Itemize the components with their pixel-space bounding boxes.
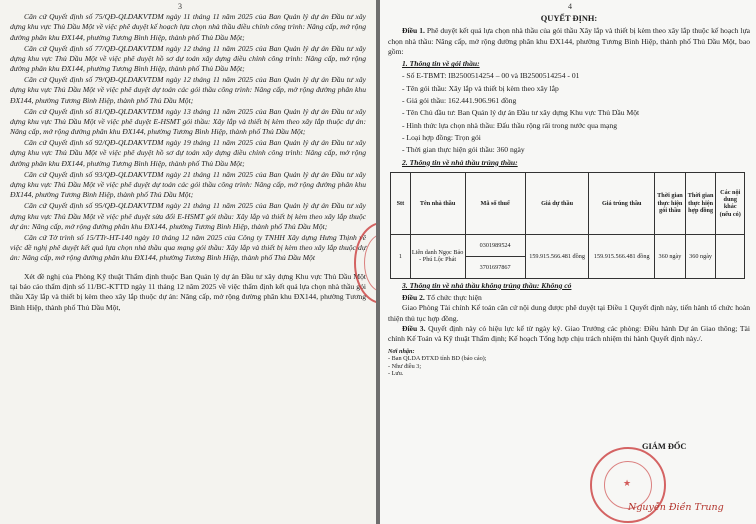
section-3-title: 3. Thông tin về nhà thầu không trúng thầu: Không có [402,280,572,290]
section-2-title: 2. Thông tin về nhà thầu trúng thầu: [402,157,518,167]
left-page-body [10,12,366,314]
article-2-label: Điều 2. [402,293,425,303]
legal-basis-paragraph: Căn cứ Quyết định số 81/QĐ-QLDAKVTDM ngày 13 tháng 11 năm 2025 của Ban Quản lý dự án Đầu tư xây dựng khu vực Thủ Dầu Một về việc phê duyệt E-HSMT gói thầu: Xây lắp và thiết bị kèm theo xây lắp thuộc dự án: Nâng cấp, mở rộng đường phân khu ĐX144, phường Tương Bình Hiệp, thành phố Thủ Dầu Một; [10,106,366,137]
recipient-item: - Ban QLDA ĐTXD tỉnh BD (báo cáo); [388,355,487,363]
right-page-body [388,12,750,378]
table-row [391,234,745,256]
legal-basis-paragraph: Căn cứ Quyết định số 77/QĐ-QLDAKVTDM ngày 12 tháng 11 năm 2025 của Ban Quản lý dự án Đầu tư xây dựng khu vực Thủ Dầu Một về việc phê duyệt hồ sơ dự toán xây dựng điều chỉnh công trình: Nâng cấp, mở rộng đường phân khu ĐX144, phường Tương Bình Hiệp, thành phố Thủ Dầu Một; [10,43,366,74]
closing-paragraph: Xét đề nghị của Phòng Kỹ thuật Thẩm định thuộc Ban Quản lý dự án Đầu tư xây dựng Khu vực Thủ Dầu Một tại báo cáo thẩm định số 11/BC-KTTD ngày 11 tháng 12 năm 2025 về việc thẩm định kết quả lựa chọn nhà thầu gói thầu Xây lắp và thiết bị kèm theo xây lắp thuộc dự án: Nâng cấp, mở rộng đường phân khu ĐX144, phường Tương Bình Hiệp, thành phố Thủ Dầu Một, [10,271,366,312]
cell-time-contract: 360 ngày [685,234,716,278]
article-1 [388,26,750,57]
recipients-title: Nơi nhận: [388,347,415,355]
table-header: Mã số thuế [465,172,525,234]
article-2-text: Tổ chức thực hiện [426,293,482,303]
signer-name: Nguyễn Điền Trung [628,502,724,513]
page-number: 3 [178,2,182,11]
cell-award: 159.915.566.481 đồng [589,234,655,278]
article-2 [388,293,750,303]
table-header: Stt [391,172,411,234]
package-info-item: - Loại hợp đồng: Trọn gói [402,132,481,142]
article-3-text: Quyết định này có hiệu lực kể từ ngày ký. Giao Trưởng các phòng: Điều hành Dự án Giao thông; Tài chính Kế Toán và Kỹ thuật Thẩm định; Kế hoạch Tổng hợp chịu trách nhiệm thi hành Quyết định này./. [388,324,750,344]
table-header-row [391,172,745,234]
table-header: Thời gian thực hiện hợp đồng [685,172,716,234]
package-info-item: - Thời gian thực hiện gói thầu: 360 ngày [402,145,525,155]
article-2-body: Giao Phòng Tài chính Kế toán căn cứ nội dung được phê duyệt tại Điều 1 Quyết định này, tiến hành tổ chức hoàn thiện thủ tục hợp đồng. [388,303,750,323]
legal-basis-paragraph: Căn cứ Quyết định số 75/QĐ-QLDAKVTDM ngày 11 tháng 11 năm 2025 của Ban Quản lý dự án Đầu tư xây dựng khu vực Thủ Dầu Một về việc phê duyệt kế hoạch lựa chọn nhà thầu điều chỉnh công trình: Nâng cấp, mở rộng đường phân khu ĐX144, phường Tương Bình Hiệp, thành phố Thủ Dầu Một; [10,12,366,42]
legal-basis-paragraph: Căn cứ Quyết định số 79/QĐ-QLDAKVTDM ngày 12 tháng 11 năm 2025 của Ban Quản lý dự án Đầu tư xây dựng khu vực Thủ Dầu Một về việc phê duyệt dự toán các gói thầu công trình: Nâng cấp, mở rộng đường phân khu ĐX144, phường Tương Bình Hiệp, thành phố Thủ Dầu Một; [10,75,366,105]
winning-contractor-table [390,172,745,279]
cell-tax-2: 3701697867 [465,256,525,278]
table-header: Thời gian thực hiện gói thầu [655,172,686,234]
recipient-item: - Như điều 3; [388,362,422,370]
table-header: Giá dự thầu [525,172,589,234]
cell-name: Liên danh Ngọc Bảo - Phú Lộc Phát [410,234,465,278]
recipient-item: - Lưu. [388,370,404,378]
cell-time-package: 360 ngày [655,234,686,278]
package-info-item: - Giá gói thầu: 162.441.906.961 đồng [402,96,517,106]
legal-basis-paragraph: Căn cứ Tờ trình số 15/TTr-HT-140 ngày 10 tháng 12 năm 2025 của Công ty TNHH Xây dựng Hưng Thịnh về việc đề nghị phê duyệt kết quả lựa chọn nhà thầu qua mạng gói thầu: Xây lắp và thiết bị kèm theo xây lắp thuộc dự án: Nâng cấp, mở rộng đường phân khu ĐX144, phường Tương Bình Hiệp, thành phố Thủ Dầu Một [10,232,366,263]
section-1-title: 1. Thông tin về gói thầu: [402,59,480,69]
left-page [0,0,376,524]
table-header: Tên nhà thầu [410,172,465,234]
article-1-label: Điều 1. [402,26,425,36]
legal-basis-paragraph: Căn cứ Quyết định số 95/QĐ-QLDAKVTDM ngày 21 tháng 11 năm 2025 của Ban Quản lý dự án Đầu tư xây dựng khu vực Thủ Dầu Một về việc phê duyệt sửa đổi E-HSMT gói thầu: Xây lắp và thiết bị kèm theo xây lắp thuộc dự án: Nâng cấp, mở rộng đường phân khu ĐX144, phường Tương Bình Hiệp, thành phố Thủ Dầu Một; [10,201,366,231]
legal-basis-paragraph: Căn cứ Quyết định số 92/QĐ-QLDAKVTDM ngày 19 tháng 11 năm 2025 của Ban Quản lý dự án Đầu tư xây dựng khu vực Thủ Dầu Một về việc phê duyệt hồ sơ dự toán xây dựng điều chỉnh công trình: Nâng cấp, mở rộng đường phân khu ĐX144, phường Tương Bình Hiệp, thành phố Thủ Dầu Một; [10,138,366,168]
package-info-item: - Tên gói thầu: Xây lắp và thiết bị kèm theo xây lắp [402,83,559,93]
cell-tax-1: 0301989524 [465,234,525,256]
package-info-item: - Hình thức lựa chọn nhà thầu: Đấu thầu rộng rãi trong nước qua mạng [402,120,618,130]
cell-bid: 159.915.566.481 đồng [525,234,589,278]
package-info-item: - Tên Chủ đầu tư: Ban Quản lý dự án Đầu tư xây dựng Khu vực Thủ Dầu Một [402,108,640,118]
page-number: 4 [568,2,572,11]
article-3-label: Điều 3. [402,324,426,334]
cell-stt: 1 [391,234,411,278]
article-3 [388,324,750,345]
legal-basis-paragraph: Căn cứ Quyết định số 93/QĐ-QLDAKVTDM ngày 21 tháng 11 năm 2025 của Ban Quản lý dự án Đầu tư xây dựng khu vực Thủ Dầu Một về việc phê duyệt dự toán các gói thầu công trình: Nâng cấp, mở rộng đường phân khu ĐX144, phường Tương Bình Hiệp, thành phố Thủ Dầu Một; [10,169,366,200]
cell-other [716,234,745,278]
right-page [380,0,756,524]
package-info-item: - Số E-TBMT: IB2500514254 – 00 và IB2500514254 - 01 [402,71,580,81]
table-header: Giá trúng thầu [589,172,655,234]
table-header: Các nội dung khác (nếu có) [716,172,745,234]
article-1-text: Phê duyệt kết quả lựa chọn nhà thầu của gói thầu Xây lắp và thiết bị kèm theo xây lắp thuộc kế hoạch lựa chọn nhà thầu: Nâng cấp, mở rộng đường phân khu ĐX144, phường Tương Bình Hiệp, thành phố Thủ Dầu Một, bao gồm: [388,26,750,56]
decision-heading: QUYẾT ĐỊNH: [540,14,598,23]
signer-title: GIÁM ĐỐC [642,442,687,451]
star-icon: ★ [623,478,632,488]
recipients-block [388,348,750,378]
